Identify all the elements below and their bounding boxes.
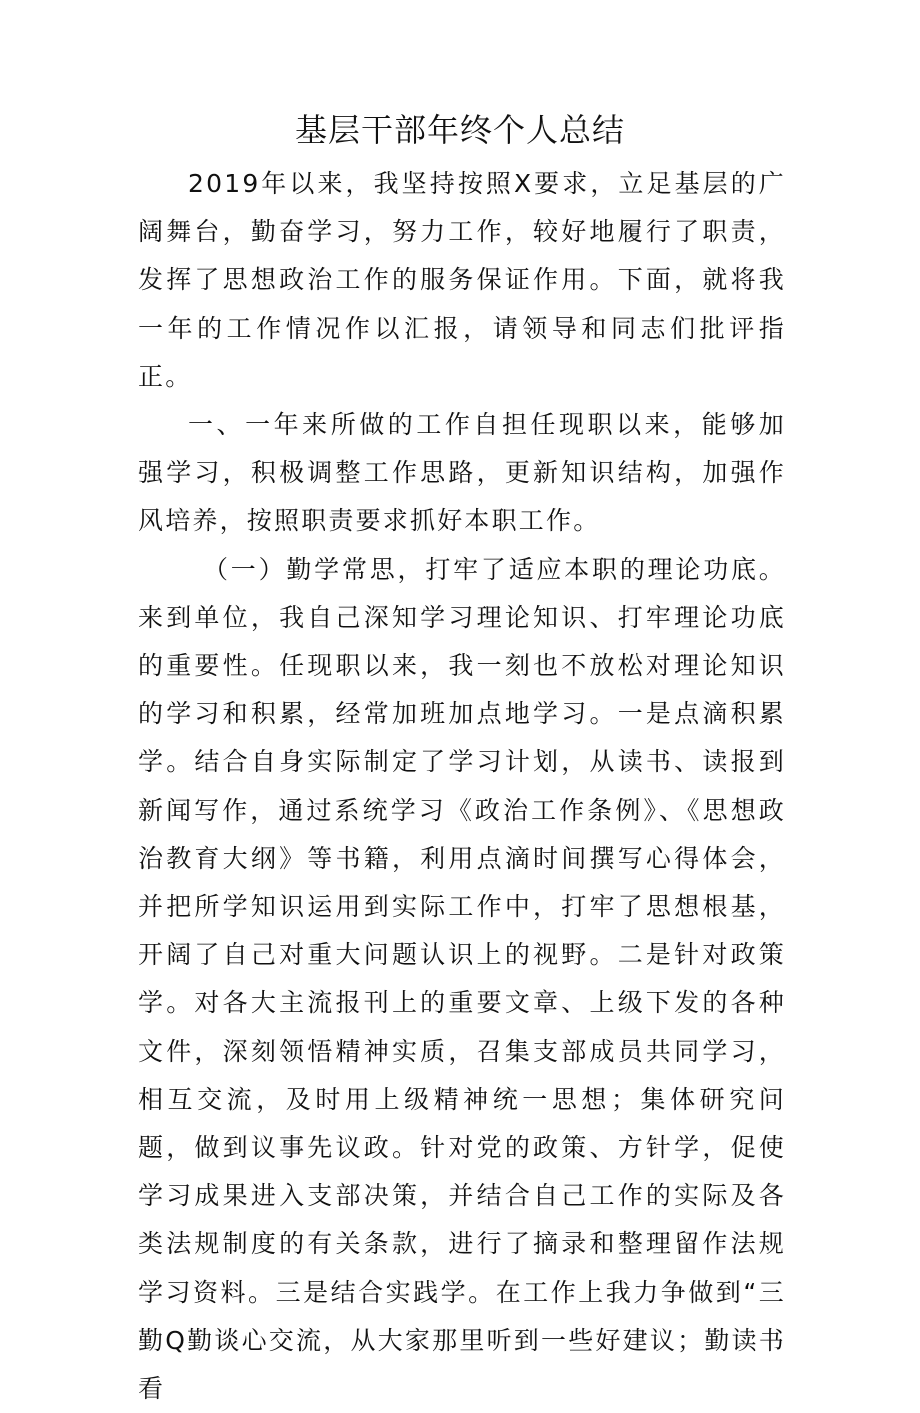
paragraph-intro: 2019年以来，我坚持按照X要求，立足基层的广阔舞台，勤奋学习，努力工作，较好地履行了职责，发挥了思想政治工作的服务保证作用。下面，就将我一年的工作情况作以汇报，请领导和同志们批评指正。 (138, 169, 786, 391)
paragraph-subsection-one: （一）勤学常思，打牢了适应本职的理论功底。来到单位，我自己深知学习理论知识、打牢理论功底的重要性。任现职以来，我一刻也不放松对理论知识的学习和积累，经常加班加点地学习。一是点滴积累学。结合自身实际制定了学习计划，从读书、读报到新闻写作，通过系统学习《政治工作条例》、《思想政治教育大纲》等书籍，利用点滴时间撰写心得体会，并把所学知识运用到实际工作中，打牢了思想根基，开阔了自己对重大问题认识上的视野。二是针对政策学。对各大主流报刊上的重要文章、上级下发的各种文件，深刻领悟精神实质，召集支部成员共同学习，相互交流，及时用上级精神统一思想；集体研究问题，做到议事先议政。针对党的政策、方针学，促使学习成果进入支部决策，并结合自己工作的实际及各类法规制度的有关条款，进行了摘录和整理留作法规学习资料。三是结合实践学。在工作上我力争做到“三勤Q勤谈心交流，从大家那里听到一些好建议；勤读书看 (138, 554, 786, 1404)
document-body (138, 160, 786, 1413)
document-title: 基层干部年终个人总结 (294, 111, 625, 149)
paragraph-section-one: 一、一年来所做的工作自担任现职以来，能够加强学习，积极调整工作思路，更新知识结构，加强作风培养，按照职责要求抓好本职工作。 (138, 410, 786, 536)
